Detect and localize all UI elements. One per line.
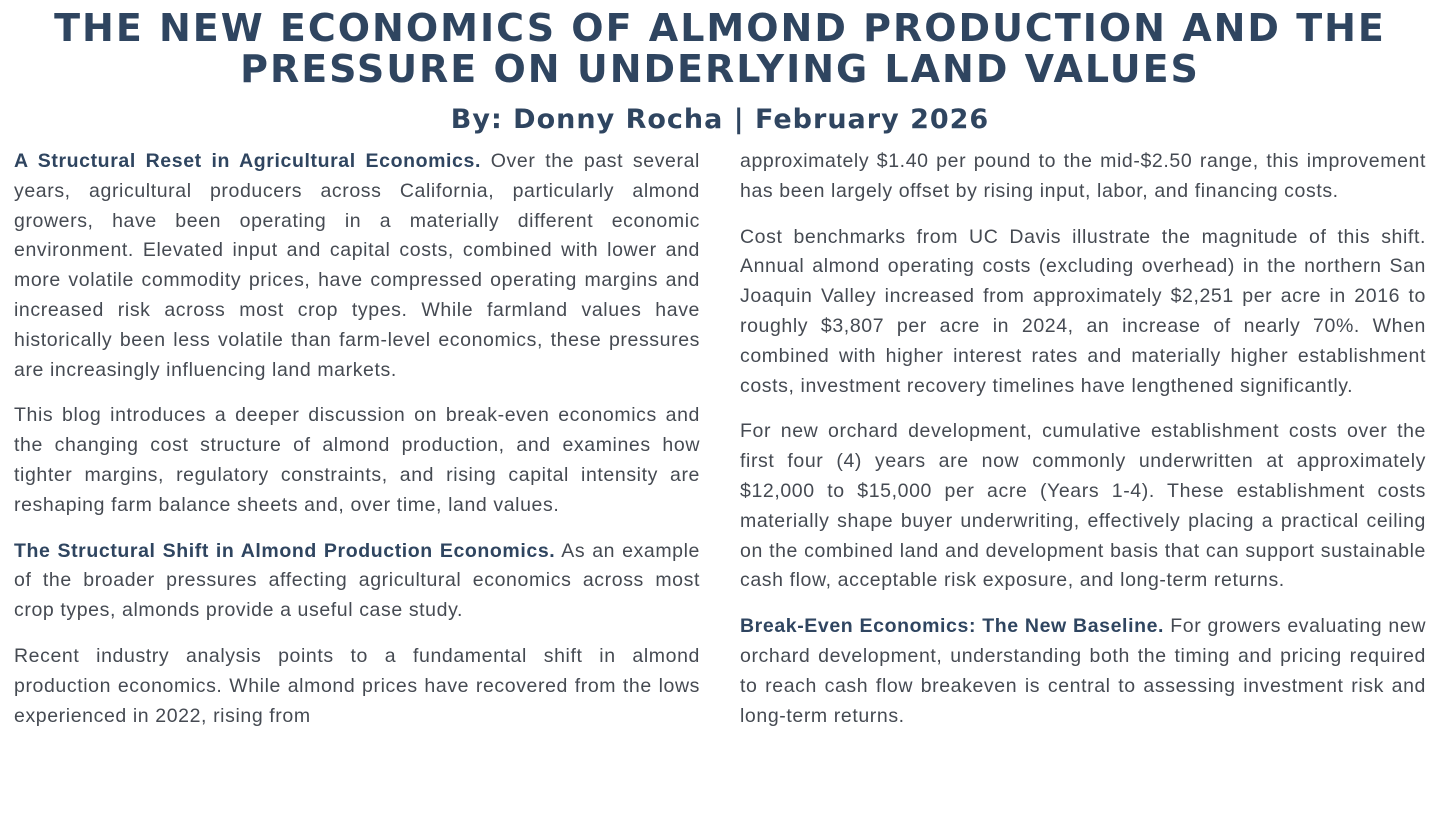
paragraph-text: Cost benchmarks from UC Davis illustrate the magnitude of this shift. Annual almond operating costs (excluding overhead) in the northern San Joaquin Valley increased from approximately $2,251 per acre in 2016 to roughly $3,807 per acre in 2024, an increase of nearly 70%. When combined with higher interest rates and materially higher establishment costs, investment recovery timelines have lengthened significantly.: [740, 225, 1426, 397]
paragraph-cost-benchmarks: [740, 223, 1426, 402]
left-column: [14, 147, 700, 747]
right-column: [740, 147, 1426, 747]
paragraph-text: Recent industry analysis points to a fundamental shift in almond production economics. While almond prices have recovered from the lows experienced in 2022, rising from: [14, 644, 700, 727]
section-heading-structural-shift: The Structural Shift in Almond Production Economics.: [14, 539, 556, 562]
section-heading-break-even: Break-Even Economics: The New Baseline.: [740, 615, 1165, 638]
paragraph-text: For growers evaluating new orchard development, understanding both the timing and pricing required to reach cash flow breakeven is central to assessing investment risk and long-term returns.: [740, 615, 1427, 727]
paragraph-text: As an example of the broader pressures affecting agricultural economics across most crop types, almonds provide a useful case study.: [14, 539, 701, 622]
paragraph-structural-shift: [14, 537, 700, 626]
paragraph-blog-intro: [14, 401, 700, 520]
paragraph-establishment-costs: [740, 417, 1426, 596]
paragraph-text: Over the past several years, agricultural producers across California, particularly almond growers, have been operating in a materially different economic environment. Elevated input and capital costs, combined with lower and more volatile commodity prices, have compressed operating margins and increased risk across most crop types. While farmland values have historically been less volatile than farm-level economics, these pressures are increasingly influencing land markets.: [14, 150, 700, 381]
paragraph-structural-reset: [14, 147, 700, 385]
paragraph-text: This blog introduces a deeper discussion on break-even economics and the changing cost structure of almond production, and examines how tighter margins, regulatory constraints, and rising capital intensity are reshaping farm balance sheets and, over time, land values.: [14, 404, 700, 516]
article-byline: By: Donny Rocha | February 2026: [450, 104, 990, 135]
paragraph-text: approximately $1.40 per pound to the mid-$2.50 range, this improvement has been largely offset by rising input, labor, and financing costs.: [740, 150, 1426, 202]
paragraph-industry-analysis: [14, 642, 700, 731]
paragraph-break-even: [740, 612, 1426, 731]
paragraph-text: For new orchard development, cumulative establishment costs over the first four (4) years are now commonly underwritten at approximately $12,000 to $15,000 per acre (Years 1-4). These establishment costs materially shape buyer underwriting, effectively placing a practical ceiling on the combined land and development basis that can support sustainable cash flow, acceptable risk exposure, and long-term returns.: [740, 420, 1426, 592]
paragraph-price-recovery: [740, 147, 1426, 207]
article-title: THE NEW ECONOMICS OF ALMOND PRODUCTION AND THE PRESSURE ON UNDERLYING LAND VALUES: [54, 6, 1386, 91]
section-heading-structural-reset: A Structural Reset in Agricultural Economics.: [14, 150, 481, 172]
